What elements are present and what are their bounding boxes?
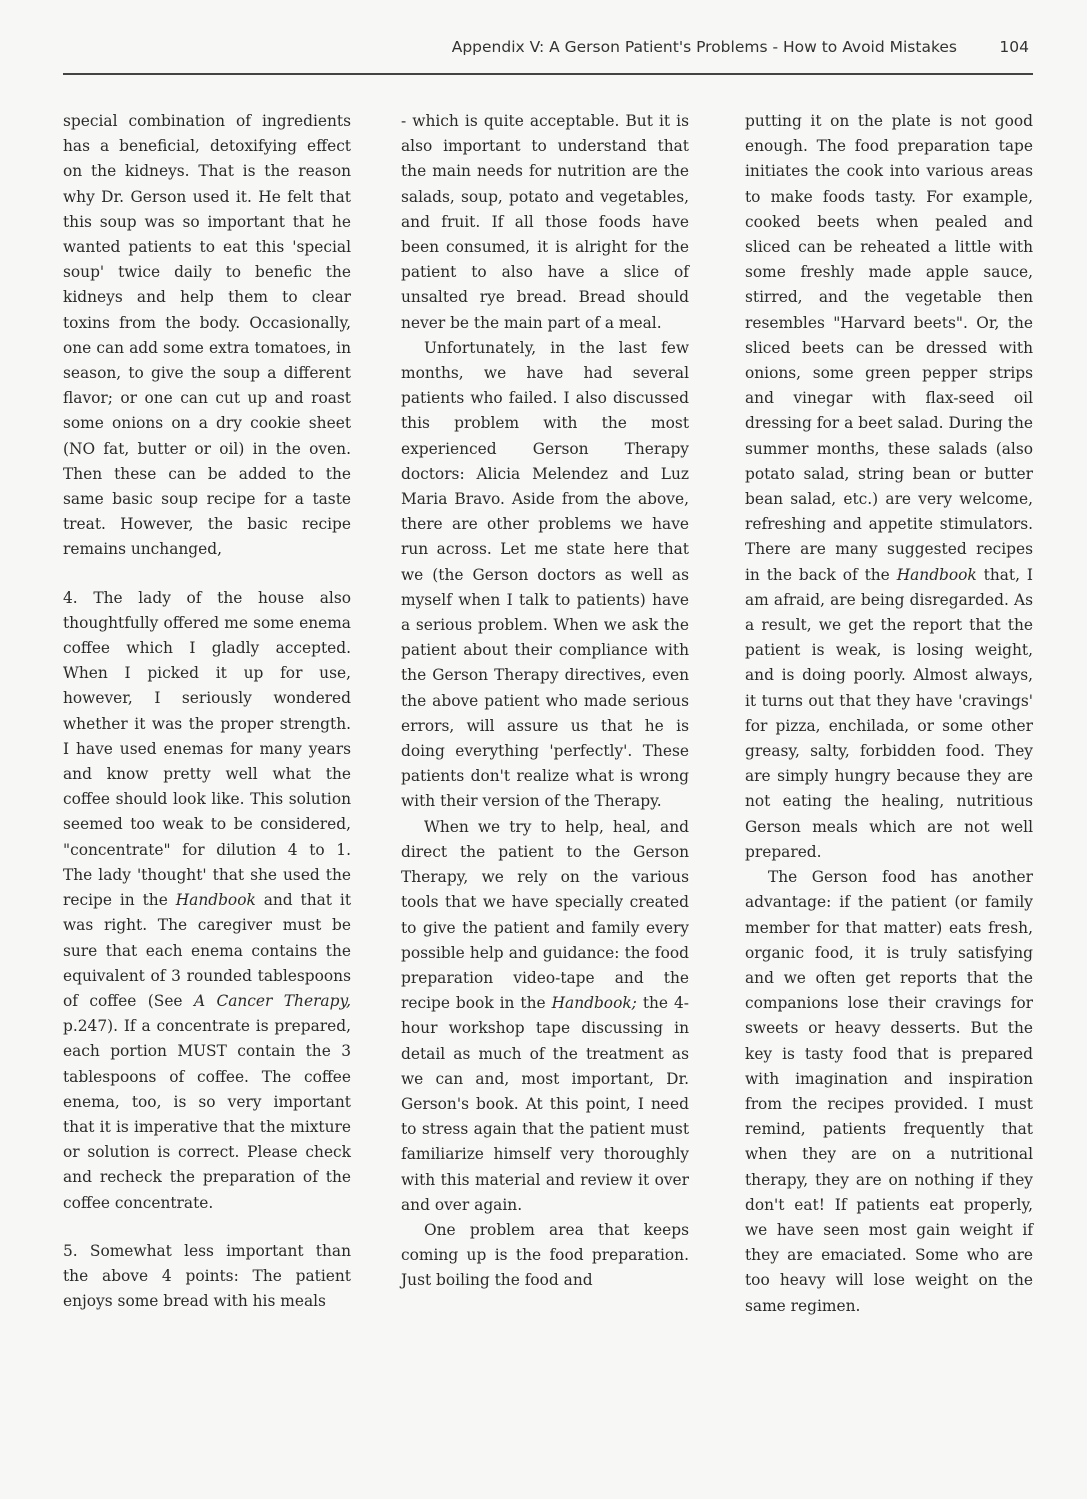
header-rule	[63, 73, 1033, 75]
paragraph: When we try to help, heal, and direct the patient to the Gerson Therapy, we rely on the various tools that we have specially created to give the patient and family every possible help and guidance: the food preparation video-tape and the recipe book in the Handbook; the 4-hour workshop tape discussing in detail as much of the treatment as we can and, most important, Dr. Gerson's book. At this point, I need to stress again that the patient must familiarize himself very thoroughly with this material and review it over and over again.	[401, 817, 689, 1214]
paragraph: putting it on the plate is not good enough. The food preparation tape initiates the cook into various areas to make foods tasty. For example, cooked beets when pealed and sliced can be reheated a little with some freshly made apple sauce, stirred, and the vegetable then resembles "Harvard beets". Or, the sliced beets can be dressed with onions, some green pepper strips and vinegar with flax-seed oil dressing for a beet salad. During the summer months, these salads (also potato salad, string bean or butter bean salad, etc.) are very welcome, refreshing and appetite stimulators. There are many suggested recipes in the back of the Handbook that, I am afraid, are being disregarded. As a result, we get the report that the patient is weak, is losing weight, and is doing poorly. Almost always, it turns out that they have 'cravings' for pizza, enchilada, or some other greasy, salty, forbidden food. They are simply hungry because they are not eating the healing, nutritious Gerson meals which are not well prepared.	[745, 112, 1033, 861]
column-left	[63, 109, 351, 1314]
paragraph: special combination of ingredients has a beneficial, detoxifying effect on the kidneys. That is the reason why Dr. Gerson used it. He felt that this soup was so important that he wanted patients to eat this 'special soup' twice daily to benefic the kidneys and help them to clear toxins from the body. Occasionally, one can add some extra tomatoes, in season, to give the soup a different flavor; or one can cut up and roast some onions on a dry cookie sheet (NO fat, butter or oil) in the oven. Then these can be added to the same basic soup recipe for a taste treat. However, the basic recipe remains unchanged,	[63, 112, 351, 559]
paragraph: - which is quite acceptable. But it is also important to understand that the main needs for nutrition are the salads, soup, potato and vegetables, and fruit. If all those foods have been consumed, it is alright for the patient to also have a slice of unsalted rye bread. Bread should never be the main part of a meal.	[401, 112, 689, 332]
paragraph-item-4: 4. The lady of the house also thoughtfully offered me some enema coffee which I gladly accepted. When I picked it up for use, however, I seriously wondered whether it was the proper strength. I have used enemas for many years and know pretty well what the coffee should look like. This solution seemed too weak to be considered, "concentrate" for dilution 4 to 1. The lady 'thought' that she used the recipe in the Handbook and that it was right. The caregiver must be sure that each enema contains the equivalent of 3 rounded tablespoons of coffee (See A Cancer Therapy, p.247). If a concentrate is prepared, each portion MUST contain the 3 tablespoons of coffee. The coffee enema, too, is so very important that it is imperative that the mixture or solution is correct. Please check and recheck the preparation of the coffee concentrate.	[63, 588, 352, 1212]
paragraph: Unfortunately, in the last few months, we have had several patients who failed. I also discussed this problem with the most experienced Gerson Therapy doctors: Alicia Melendez and Luz Maria Bravo. Aside from the above, there are other problems we have run across. Let me state here that we (the Gerson doctors as well as myself when I talk to patients) have a serious problem. When we ask the patient about their compliance with the Gerson Therapy directives, even the above patient who made serious errors, will assure us that he is doing everything 'perfectly'. These patients don't realize what is wrong with their version of the Therapy.	[401, 338, 689, 811]
paragraph-item-5: 5. Somewhat less important than the above 4 points: The patient enjoys some bread with his meals	[63, 1241, 351, 1311]
column-middle	[401, 109, 689, 1294]
column-right	[745, 109, 1033, 1319]
paragraph: One problem area that keeps coming up is the food preparation. Just boiling the food and	[401, 1220, 689, 1290]
paragraph: The Gerson food has another advantage: if the patient (or family member for that matter) eats fresh, organic food, it is truly satisfying and we often get reports that the companions lose their cravings for sweets or heavy desserts. But the key is tasty food that is prepared with imagination and inspiration from the recipes provided. I must remind, patients frequently that when they are on a nutritional therapy, they are on nothing if they don't eat! If patients eat properly, we have seen most gain weight if they are emaciated. Some who are too heavy will lose weight on the same regimen.	[745, 868, 1033, 1315]
page-number: 104	[999, 38, 1029, 56]
header-title: Appendix V: A Gerson Patient's Problems - How to Avoid Mistakes	[451, 38, 957, 56]
running-header	[63, 36, 1033, 66]
